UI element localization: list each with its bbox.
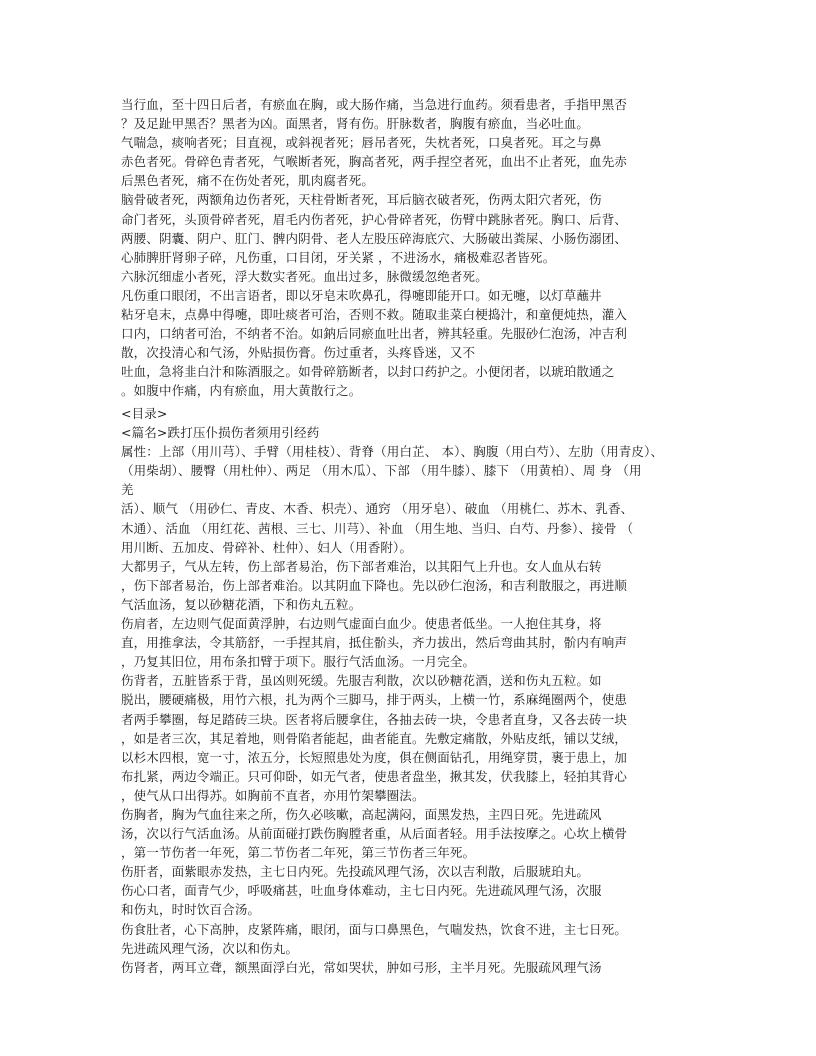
text-line: 脑骨破者死，两额角边伤者死，天柱骨断者死，耳后脑衣破者死，伤两太阳穴者死，伤 (121, 192, 602, 208)
text-line: （用柴胡）、腰臀（用杜仲）、两足 （用木瓜）、下部 （用牛膝）、膝下 （用黄柏）、周 身 （用 (121, 463, 642, 479)
text-line: 命门者死，头顶骨碎者死，眉毛内伤者死，护心骨碎者死，伤臂中跳脉者死。胸口、后背、 (121, 211, 628, 227)
text-line: 吐血，急将韭白汁和陈酒服之。如骨碎筋断者，以封口药护之。小便闭者，以琥珀散通之 (121, 364, 615, 380)
text-line: 羌 (121, 482, 134, 498)
text-line: 直，用推拿法，令其筋舒，一手捏其肩，抵住骱头，齐力拔出，然后弯曲其肘，骱内有响声 (121, 635, 628, 651)
text-line: 六脉沉细虚小者死，浮大数实者死。血出过多，脉微缓忽绝者死。 (121, 268, 488, 284)
text-line: 心肺脾肝肾卵子碎，凡伤重，口目闭，牙关紧 ，不进汤水，痛极难忍者皆死。 (121, 249, 556, 265)
text-line: 。如腹中作痛，内有瘀血，用大黄散行之。 (121, 383, 362, 399)
text-line: 口内，口纳者可治，不纳者不治。如鈉后同瘀血吐出者，辨其轻重。先服砂仁泡汤，冲吉利 (121, 326, 628, 342)
text-line: 伤肝者，面紫眼赤发热，主七日内死。先投疏风理气汤，次以吉利散，后服琥珀丸。 (121, 864, 590, 880)
text-line: 散，次投清心和气汤，外贴损伤膏。伤过重者，头疼昏迷，又不 (121, 345, 476, 361)
text-line: 当行血，至十四日后者，有瘀血在胸，或大肠作痛，当急进行血药。须看患者，手指甲黑否 (121, 97, 628, 112)
text-line: 伤心口者，面青气少，呼吸痛甚，吐血身体难动，主七日内死。先进疏风理气汤，次服 (121, 883, 602, 899)
text-line: ？及足趾甲黑否？黑者为凶。面黑者，肾有伤。肝脉数者，胸腹有瘀血，当必吐血。 (121, 116, 590, 132)
text-line: 伤肩者，左边则气促面黄浮肿，右边则气虚面白血少。使患者低坐。一人抱住其身，将 (121, 616, 602, 632)
text-line: <目录> (121, 406, 168, 421)
text-line: 大都男子，气从左转，伤上部者易治，伤下部者难治，以其阳气上升也。女人血从右转 (121, 558, 602, 574)
text-line: 赤色者死。骨碎色青者死，气喉断者死，胸高者死，两手捏空者死，血出不止者死，血先赤 (121, 154, 628, 170)
text-line: 脱出，腰硬痛极，用竹六根，扎为两个三脚马，排于两头，上横一竹，系麻绳圈两个，使患 (121, 692, 628, 708)
text-line: ，使气从口出得苏。如胸前不直者，亦用竹架攀圈法。 (121, 787, 425, 803)
text-line: 后黑色者死，痛不在伤处者死，肌肉腐者死。 (121, 173, 375, 189)
text-line: 伤背者，五脏皆系于背，虽凶则死缓。先服吉利散，次以砂糖花酒，送和伤丸五粒。如 (121, 673, 602, 689)
text-line: ，伤下部者易治，伤上部者难治。以其阴血下降也。先以砂仁泡汤，和吉利散服之，再进顺 (121, 577, 628, 593)
text-line: 布扎紧，两边令端正。只可仰卧，如无气者，使患者盘坐，揪其发，伏我膝上，轻拍其背心 (121, 768, 628, 784)
text-line: 属性：上部（用川芎）、手臂（用桂枝）、背脊（用白芷、 本）、胸腹（用白芍）、左肋（用青皮）、 (121, 444, 664, 460)
text-line: ，如是者三次，其足着地，则骨陷者能起，曲者能直。先敷定痛散，外贴皮纸，铺以艾绒， (121, 730, 628, 746)
text-line: 用川断、五加皮、骨碎补、杜仲）、妇人（用香附）。 (121, 539, 413, 555)
text-line: 粘牙皂末，点鼻中得嚏，即吐痰者可治，否则不救。随取韭菜白梗捣汁，和童便炖热，灌入 (121, 307, 628, 323)
text-line: 伤食肚者，心下高肿，皮紧阵痛，眼闭，面与口鼻黑色，气喘发热，饮食不进，主七日死。 (121, 921, 628, 937)
text-line: 者两手攀圈，每足踏砖三块。医者将后腰拿住，各抽去砖一块，令患者直身，又各去砖一块 (121, 711, 628, 727)
text-line: ，第一节伤者一年死，第二节伤者二年死，第三节伤者三年死。 (121, 845, 476, 861)
text-line: 两腰、阴囊、阴户、肛门、髀内阴骨、老人左股压碎海底穴、大肠破出粪屎、小肠伤溺团、 (121, 230, 628, 246)
text-line: ，乃复其旧位，用布条扣臂于项下。服行气活血汤。一月完全。 (121, 654, 476, 670)
text-line: 汤，次以行气活血汤。从前面碰打跌伤胸膛者重，从后面者轻。用手法按摩之。心坎上横骨 (121, 826, 628, 842)
text-block-guiding-herbs (121, 404, 701, 977)
text-line: 活）、顺气 （用砂仁、青皮、木香、枳壳）、通窍 （用牙皂）、破血 （用桃仁、苏木、乳香、 (121, 501, 634, 517)
text-line: 木通）、活血 （用红花、茜根、三七、川芎）、补血 （用生地、当归、白芍、丹参）、接骨 （ (121, 520, 634, 536)
text-line: 先进疏风理气汤，次以和伤丸。 (121, 940, 299, 956)
text-line: 和伤丸，时时饮百合汤。 (121, 902, 261, 918)
text-line: 伤胸者，胸为气血往来之所，伤久必咳嗽，高起满闷，面黑发热，主四日死。先进疏风 (121, 806, 602, 822)
text-line: 以杉木四根，宽一寸，浓五分，长短照患处为度，俱在侧面钻孔，用绳穿贯，裹于患上，加 (121, 749, 628, 765)
text-line: 伤肾者，两耳立聋，额黑面浮白光，常如哭状，肿如弓形，主半月死。先服疏风理气汤 (121, 959, 602, 975)
text-line: 凡伤重口眼闭，不出言语者，即以牙皂末吹鼻孔，得嚏即能开口。如无嚏，以灯草蘸井 (121, 287, 602, 303)
text-block-injury-prognosis (121, 95, 701, 401)
text-line: 气活血汤，复以砂糖花酒，下和伤丸五粒。 (121, 596, 362, 612)
text-line: <篇名>跌打压仆损伤者须用引经药 (121, 425, 320, 441)
text-line: 气喘急，痰响者死；目直视，或斜视者死；唇吊者死，失枕者死，口臭者死。耳之与鼻 (121, 135, 602, 151)
